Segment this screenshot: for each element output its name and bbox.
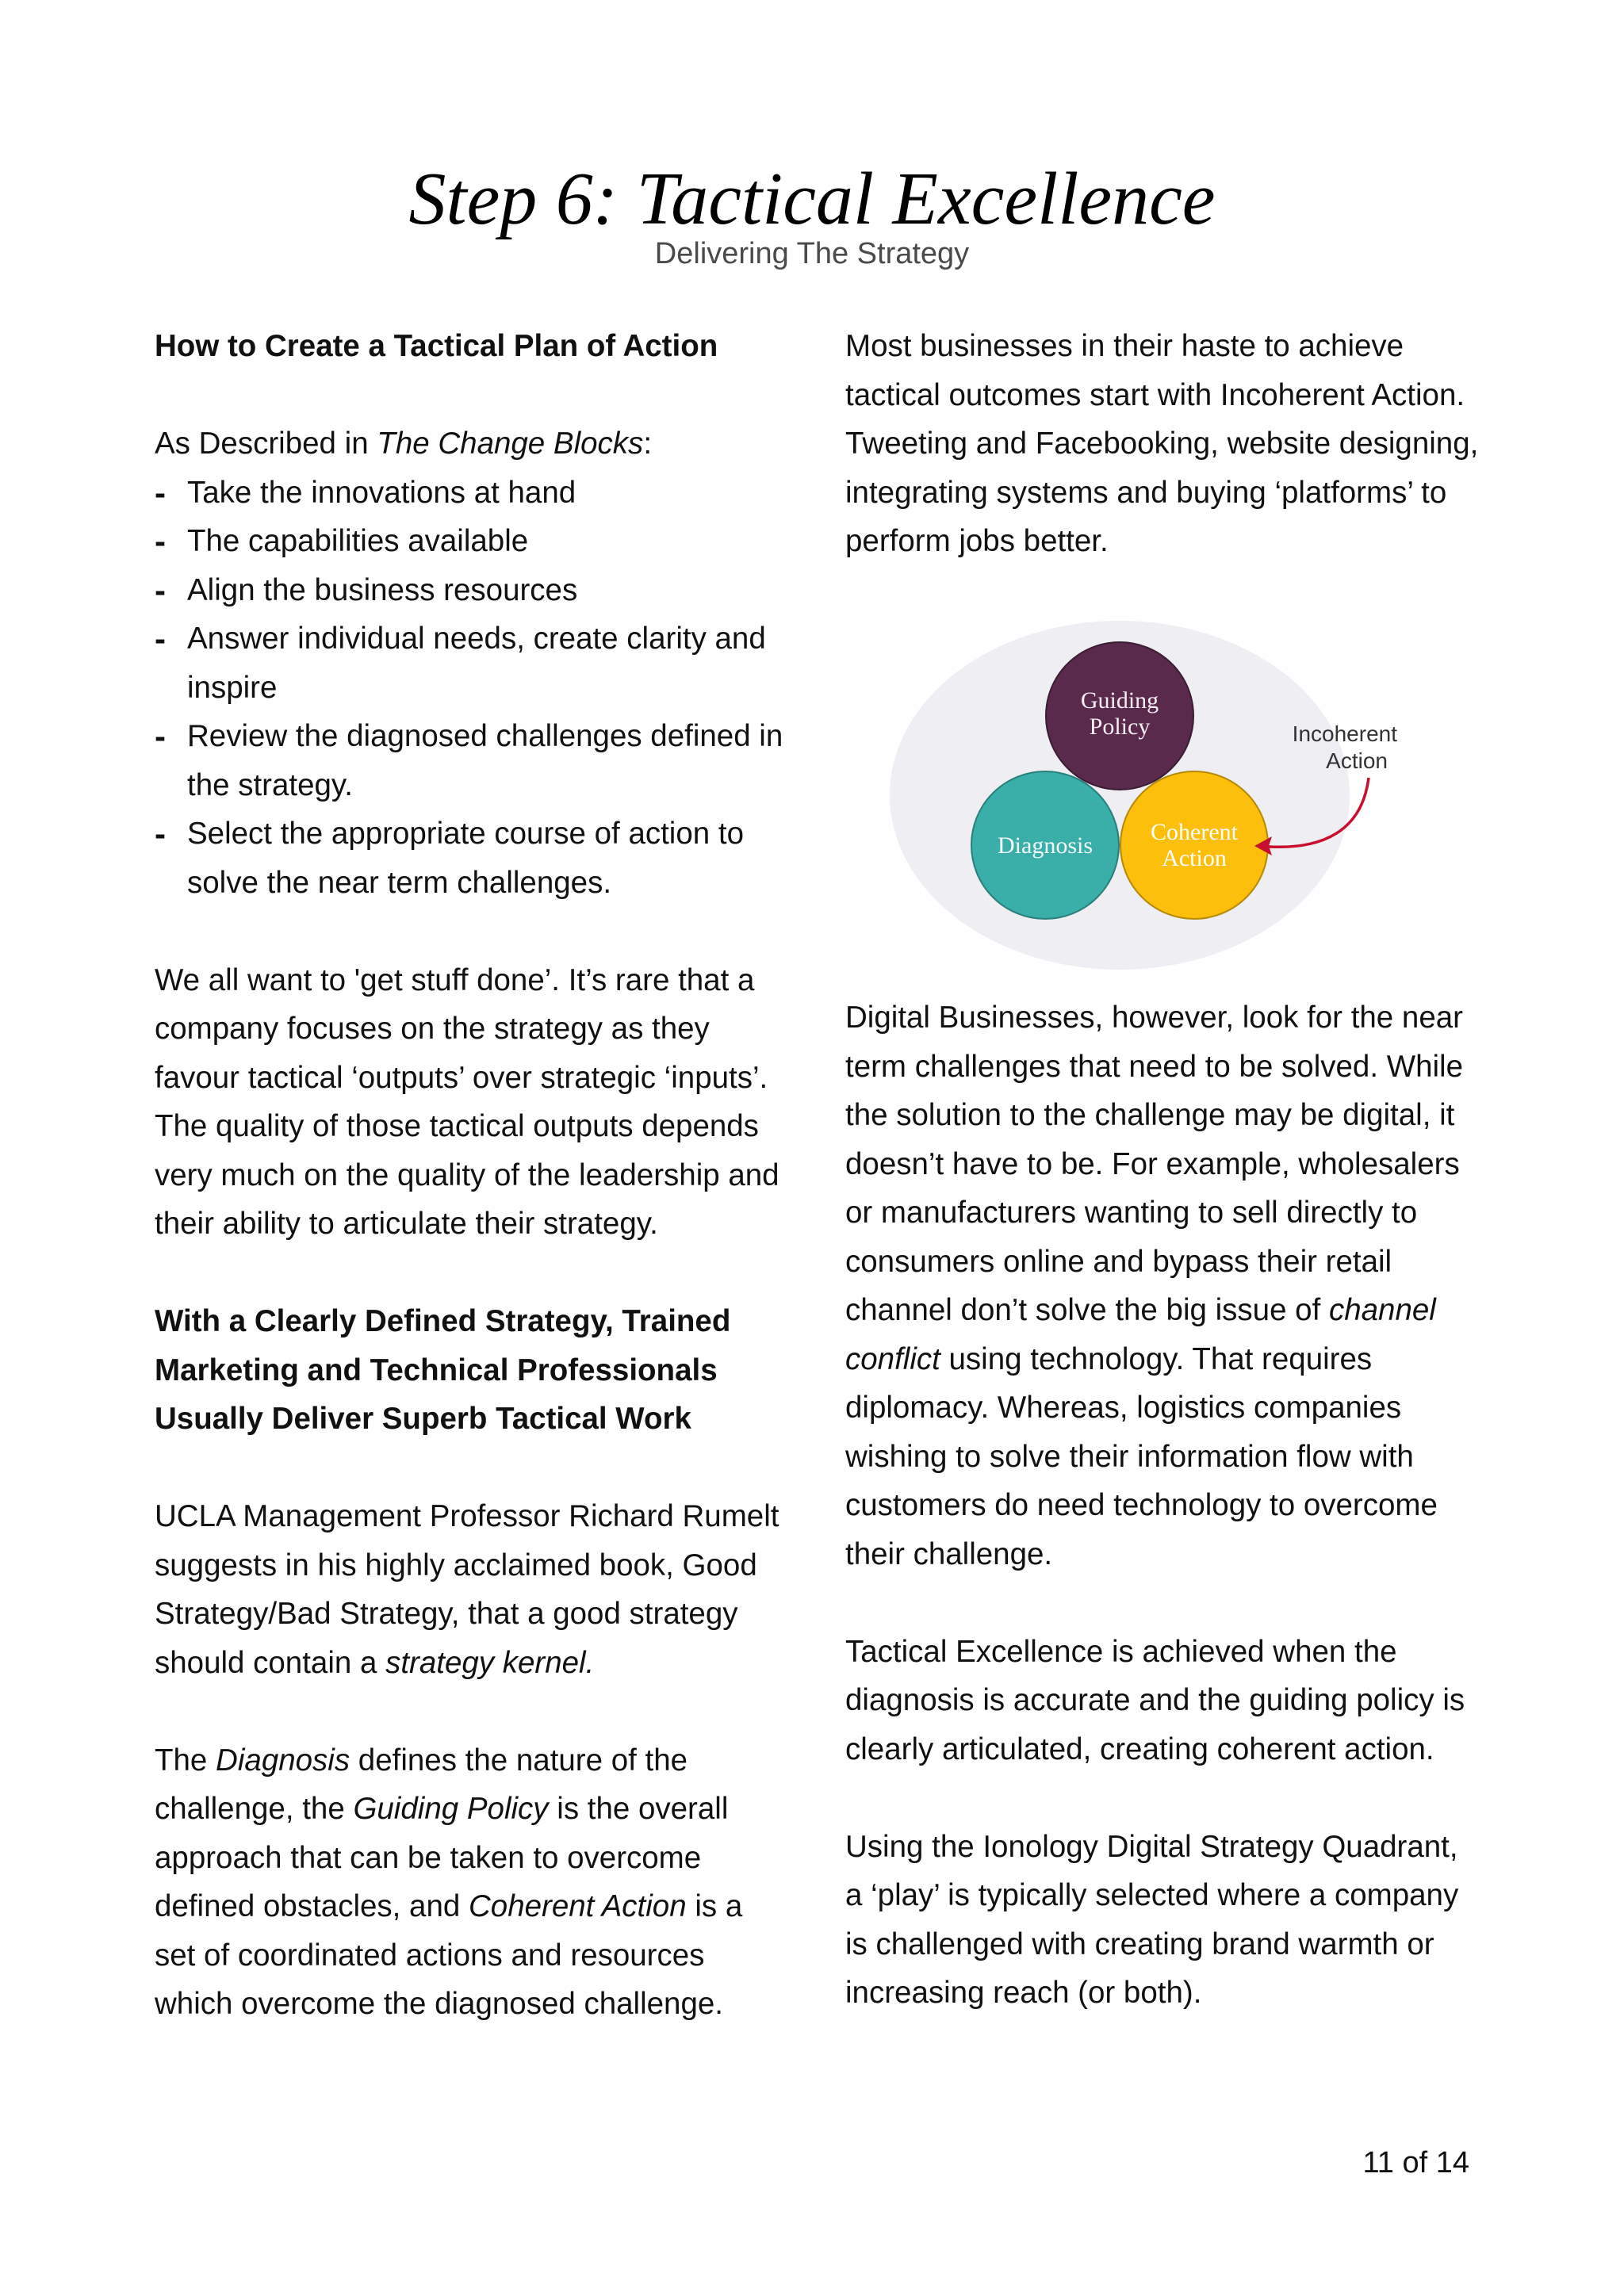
paragraph-incoherent-action: Most businesses in their haste to achieve tactical outcomes start with Incoherent Action. Tweeting and Facebooking, website designing, integrating systems and buying ‘platforms’ to perform jobs better. (845, 329, 1479, 558)
coherent-label-line1: Coherent (1151, 819, 1238, 845)
page-number: 11 of 14 (1362, 2146, 1469, 2179)
diagnosis-label: Diagnosis (998, 832, 1093, 859)
dash-bullet-icon: - (155, 620, 166, 657)
list-item: - The capabilities available (155, 517, 789, 566)
left-column (155, 322, 789, 2029)
section-heading-tactical-plan: How to Create a Tactical Plan of Action (155, 329, 718, 363)
paragraph-tactical-excellence: Tactical Excellence is achieved when the diagnosis is accurate and the guiding policy is clearly articulated, creating coherent action. (845, 1634, 1465, 1766)
page-subtitle: Delivering The Strategy (654, 237, 970, 270)
incoherent-label-line2: Action (1326, 748, 1388, 773)
intro-suffix: : (643, 427, 653, 461)
list-item: - Take the innovations at hand (155, 469, 789, 518)
list-item: - Align the business resources (155, 566, 789, 615)
paragraph-digital-businesses: Digital Businesses, however, look for the near term challenges that need to be solved. While the solution to the challenge may be digital, it doesn’t have to be. For example, wholesalers or manufacturers wanting to sell directly to consumers online and bypass their retail channel don’t solve the big issue of channel conflict using technology. That requires diplomacy. Whereas, logistics companies wishing to solve their information flow with customers do need technology to overcome their challenge. (845, 1001, 1464, 1571)
page-title: Step 6: Tactical Excellence (408, 158, 1216, 240)
strategy-kernel-diagram (882, 621, 1397, 993)
paragraph-rumelt: UCLA Management Professor Richard Rumelt suggests in his highly acclaimed book, Good Strategy/Bad Strategy, that a good strategy should contain a strategy kernel. (155, 1499, 779, 1680)
dash-bullet-icon: - (155, 718, 166, 755)
guiding-label-line2: Policy (1089, 714, 1151, 740)
dash-bullet-icon: - (155, 571, 166, 609)
list-item: - Answer individual needs, create clarity and inspire (155, 614, 789, 712)
intro-line (155, 419, 789, 469)
book-title: The Change Blocks (377, 427, 644, 461)
right-column (845, 322, 1480, 2018)
dash-bullet-icon: - (155, 815, 166, 852)
incoherent-label-line1: Incoherent (1292, 721, 1397, 746)
list-item: - Review the diagnosed challenges defined in the strategy. (155, 712, 789, 809)
coherent-label-line2: Action (1162, 845, 1227, 871)
dash-bullet-icon: - (155, 522, 166, 560)
action-list (155, 469, 789, 908)
paragraph-kernel-definition: The Diagnosis defines the nature of the challenge, the Guiding Policy is the overall approach that can be taken to overcome defined obstacles, and Coherent Action is a set of coordinated actions and resources which overcome the diagnosed challenge. (155, 1743, 743, 2021)
list-item: - Select the appropriate course of action to solve the near term challenges. (155, 809, 789, 907)
paragraph-get-stuff-done: We all want to 'get stuff done’. It’s rare that a company focuses on the strategy as they favour tactical ‘outputs’ over strategic ‘inputs’. The quality of those tactical outputs depends very much on the quality of the leadership and their ability to articulate their strategy. (155, 962, 779, 1241)
guiding-label-line1: Guiding (1080, 687, 1159, 714)
paragraph-quadrant: Using the Ionology Digital Strategy Quadrant, a ‘play’ is typically selected where a company is challenged with creating brand warmth or increasing reach (or both). (845, 1829, 1459, 2010)
section-heading-clearly-defined: With a Clearly Defined Strategy, Trained Marketing and Technical Professionals Usually Deliver Superb Tactical Work (155, 1304, 731, 1436)
intro-prefix: As Described in (155, 427, 377, 461)
dash-bullet-icon: - (155, 473, 166, 511)
